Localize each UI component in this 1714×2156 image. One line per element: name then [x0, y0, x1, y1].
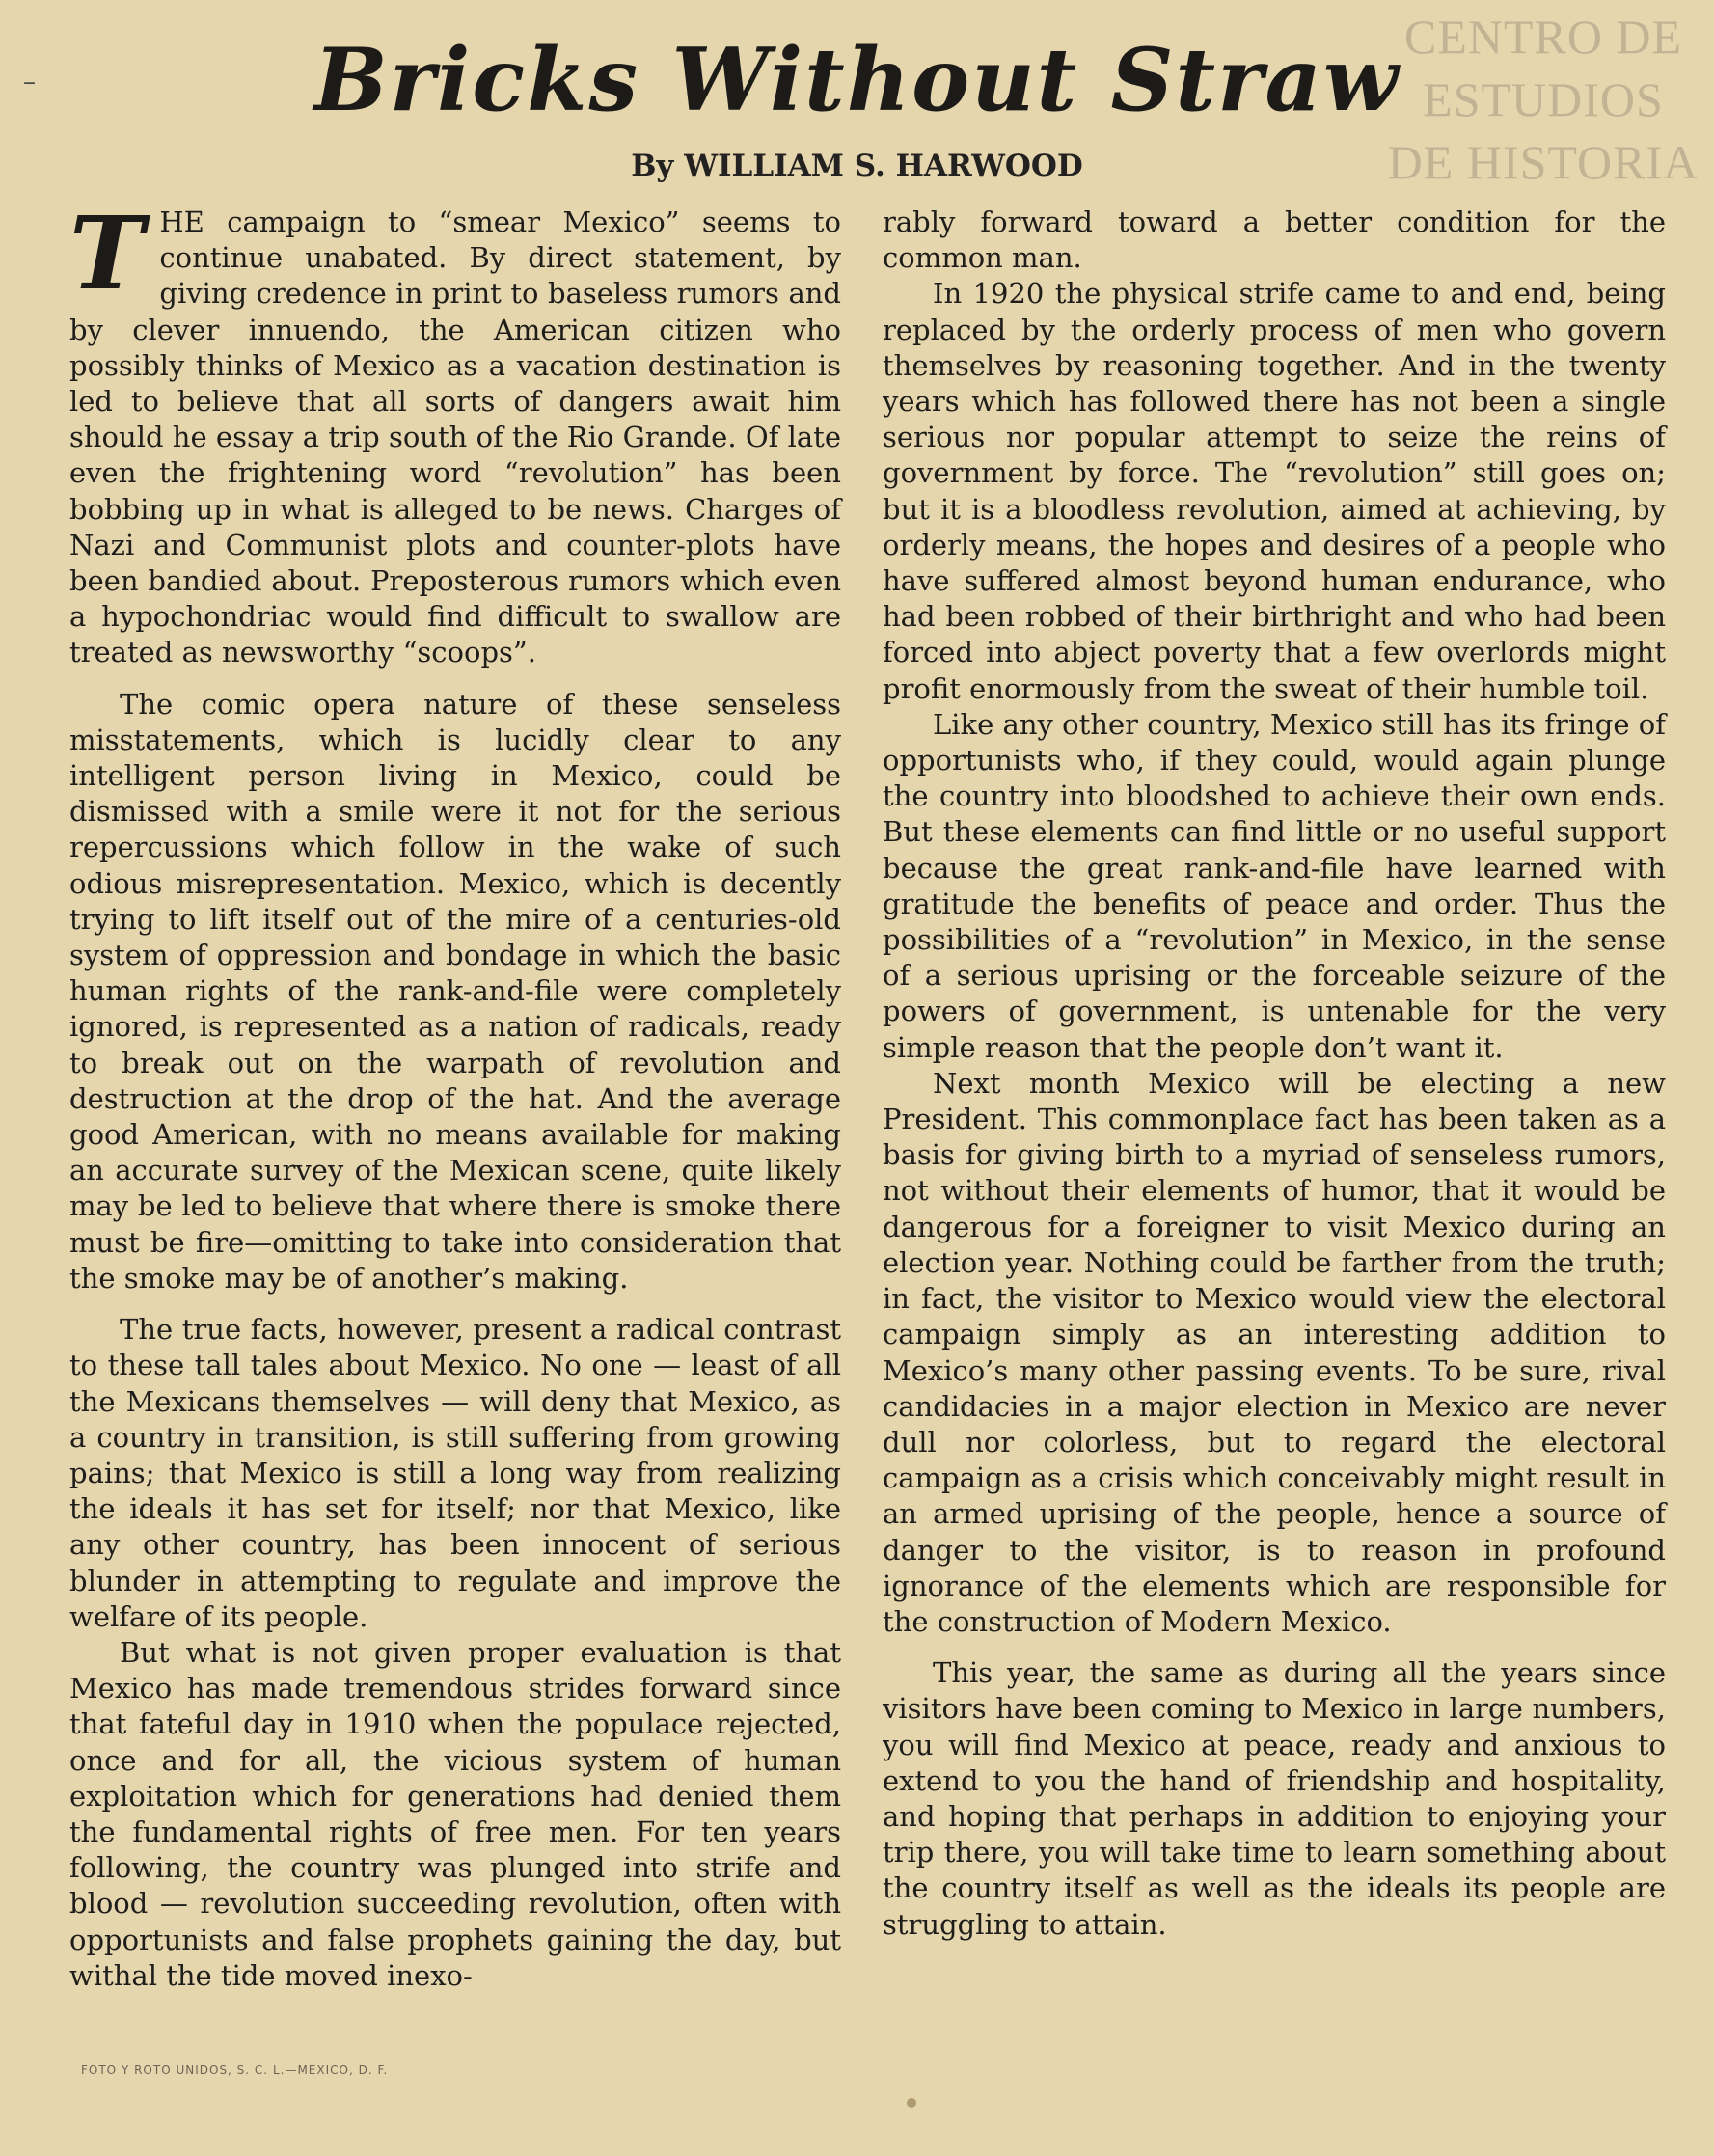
paragraph: The comic opera nature of these senseless misstatements, which is lucidly clear to any intelligent person living in Mexico, could be dismissed with a smile were it not for the serious repercussions which follow in the wake of such odious misrepresentation. Mexico, which is decently trying to lift itself out of the mire of a centuries-old system of oppression and bondage in which the basic human rights of the rank-and-file were completely ignored, is represented as a nation of radicals, ready to break out on the warpath of revolution and destruction at the drop of the hat. And the average good American, with no means available for making an accurate survey of the Mexican scene, quite likely may be led to believe that where there is smoke there must be fire—omitting to take into consideration that the smoke may be of another’s making.	[69, 687, 841, 1295]
paragraph: Like any other country, Mexico still has its fringe of opportunists who, if they could, would again plunge the country into bloodshed to achieve their own ends. But these elements can find little or no useful support because the great rank-and-file have learned with gratitude the benefits of peace and order. Thus the possibilities of a “revolution” in Mexico, in the sense of a serious uprising or the forceable seizure of the powers of government, is untenable for the very simple reason that the people don’t want it.	[883, 707, 1666, 1064]
printer-credit: FOTO Y ROTO UNIDOS, S. C. L.—MEXICO, D. F.	[81, 2063, 389, 2077]
paragraph	[69, 194, 841, 671]
article-byline: By WILLIAM S. HARWOOD	[631, 149, 1083, 183]
right-column	[883, 205, 1666, 1943]
left-column	[69, 194, 841, 1994]
paragraph: In 1920 the physical strife came to and end, being replaced by the orderly process of men who govern themselves by reasoning together. And in the twenty years which has followed there has not been a single serious nor popular attempt to seize the reins of government by force. The “revolution” still goes on; but it is a bloodless revolution, aimed at achieving, by orderly means, the hopes and desires of a people who have suffered almost beyond human endurance, who had been robbed of their birthright and who had been forced into abject poverty that a few overlords might profit enormously from the sweat of their humble toil.	[883, 277, 1666, 705]
paragraph-text: HE campaign to “smear Mexico” seems to continue unabated. By direct statement, by giving credence in print to baseless rumors and by clever innuendo, the American citizen who possibly thinks of Mexico as a vacation destination is led to believe that all sorts of dangers await him should he essay a trip south of the Rio Grande. Of late even the frightening word “revolution” has been bobbing up in what is alleged to be news. Charges of Nazi and Communist plots and counter-plots have been bandied about. Preposterous rumors which even a hypochondriac would find difficult to swallow are treated as newsworthy “scoops”.	[69, 205, 841, 669]
watermark-line: CENTRO DE	[1403, 10, 1683, 64]
margin-dash: –	[23, 68, 36, 96]
page-dot	[907, 2098, 916, 2108]
paragraph-continued: rably forward toward a better condition for the common man.	[883, 205, 1666, 275]
article-title: Bricks Without Straw	[313, 29, 1401, 131]
paragraph: Next month Mexico will be electing a new President. This commonplace fact has been taken as a basis for giving birth to a myriad of senseless rumors, not without their elements of humor, that it would be dangerous for a foreigner to visit Mexico during an election year. Nothing could be farther from the truth; in fact, the visitor to Mexico would view the electoral campaign simply as an interesting addition to Mexico’s many other passing events. To be sure, rival candidacies in a major election in Mexico are never dull nor colorless, but to regard the electoral campaign as a crisis which conceivably might result in an armed uprising of the people, hence a source of danger to the visitor, is to reason in profound ignorance of the elements which are responsible for the construction of Modern Mexico.	[883, 1066, 1666, 1638]
watermark-line: ESTUDIOS	[1423, 72, 1664, 126]
drop-cap: T	[69, 194, 145, 313]
paragraph: But what is not given proper evaluation is that Mexico has made tremendous strides forward since that fateful day in 1910 when the populace rejected, once and for all, the vicious system of human exploitation which for generations had denied them the fundamental rights of free men. For ten years following, the country was plunged into strife and blood — revolution succeeding revolution, often with opportunists and false prophets gaining the day, but withal the tide moved inexo-	[69, 1635, 841, 1992]
paragraph: The true facts, however, present a radical contrast to these tall tales about Mexico. No one — least of all the Mexicans themselves — will deny that Mexico, as a country in transition, is still suffering from growing pains; that Mexico is still a long way from realizing the ideals it has set for itself; nor that Mexico, like any other country, has been innocent of serious blunder in attempting to regulate and improve the welfare of its people.	[69, 1313, 841, 1633]
paragraph: This year, the same as during all the years since visitors have been coming to Mexico in large numbers, you will find Mexico at peace, ready and anxious to extend to you the hand of friendship and hospitality, and hoping that perhaps in addition to enjoying your trip there, you will take time to learn something about the country itself as well as the ideals its people are struggling to attain.	[883, 1656, 1666, 1941]
watermark-line: DE HISTORIA	[1387, 135, 1700, 189]
